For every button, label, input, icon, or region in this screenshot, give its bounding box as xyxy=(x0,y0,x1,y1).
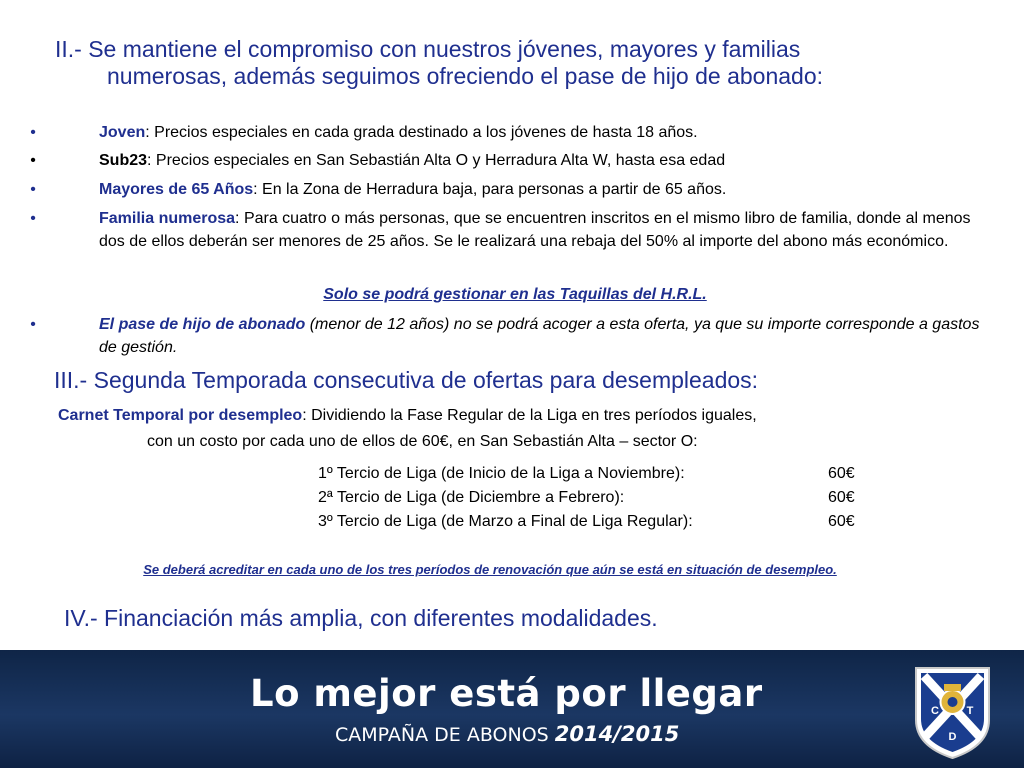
svg-text:T: T xyxy=(966,705,974,717)
bullet-label: Familia numerosa xyxy=(99,210,236,227)
tercio-price: 60€ xyxy=(828,465,855,482)
bullet-text: (menor de 12 años) no se podrá acoger a esta oferta, ya que su importe corresponde a gastos de gestión. xyxy=(99,316,980,356)
svg-text:D: D xyxy=(948,731,957,743)
tercios-list xyxy=(318,462,878,534)
campaign-banner xyxy=(0,650,1024,768)
bullet-dot: • xyxy=(30,124,36,141)
bullet-label: El pase de hijo de abonado xyxy=(99,316,306,333)
banner-season: 2014/2015 xyxy=(554,722,680,746)
section-iv-heading: IV.- Financiación más amplia, con diferentes modalidades. xyxy=(64,605,658,631)
carnet-text-line2: con un costo por cada uno de ellos de 60€, en San Sebastián Alta – sector O: xyxy=(147,433,698,450)
tercio-period: 3º Tercio de Liga (de Marzo a Final de Liga Regular): xyxy=(318,513,693,530)
bullet-text: : En la Zona de Herradura baja, para personas a partir de 65 años. xyxy=(253,181,727,198)
bullet-label: Sub23 xyxy=(99,152,148,169)
tercio-row xyxy=(318,462,878,486)
bullet-label: Joven xyxy=(99,124,146,141)
bullet-dot: • xyxy=(30,152,36,169)
carnet-text-line1: : Dividiendo la Fase Regular de la Liga en tres períodos iguales, xyxy=(302,407,757,424)
svg-text:C: C xyxy=(931,705,939,717)
tercio-period: 1º Tercio de Liga (de Inicio de la Liga a Noviembre): xyxy=(318,465,685,482)
desempleo-note: Se deberá acreditar en cada uno de los tres períodos de renovación que aún se está en situación de desempleo. xyxy=(143,562,837,577)
tercio-period: 2ª Tercio de Liga (de Diciembre a Febrero): xyxy=(318,489,625,506)
tercio-row xyxy=(318,486,878,510)
tercio-price: 60€ xyxy=(828,489,855,506)
bullet-text: : Precios especiales en cada grada destinado a los jóvenes de hasta 18 años. xyxy=(145,124,698,141)
bullet-text: : Precios especiales en San Sebastián Alta O y Herradura Alta W, hasta esa edad xyxy=(147,152,726,169)
banner-campaign-text: CAMPAÑA DE ABONOS xyxy=(335,724,549,746)
section-ii-heading-line2: numerosas, además seguimos ofreciendo el pase de hijo de abonado: xyxy=(107,63,824,89)
bullet-dot: • xyxy=(30,316,36,333)
taquillas-note: Solo se podrá gestionar en las Taquillas del H.R.L. xyxy=(323,286,707,303)
banner-campaign xyxy=(335,722,679,747)
bullet-dot: • xyxy=(30,210,36,227)
section-iii-heading: III.- Segunda Temporada consecutiva de ofertas para desempleados: xyxy=(54,367,759,393)
banner-tagline: Lo mejor está por llegar xyxy=(250,672,763,715)
bullet-text: : Para cuatro o más personas, que se encuentren inscritos en el mismo libro de familia, donde al menos dos de ellos deberán ser menores de 25 años. Se le realizará una rebaja del 50% al importe del abono más económico. xyxy=(99,210,971,250)
tercio-row xyxy=(318,510,878,534)
bullet-dot: • xyxy=(30,181,36,198)
section-ii-heading-line1: II.- Se mantiene el compromiso con nuestros jóvenes, mayores y familias xyxy=(55,36,801,62)
carnet-label: Carnet Temporal por desempleo xyxy=(58,407,303,424)
bullet-label: Mayores de 65 Años xyxy=(99,181,254,198)
club-crest-icon xyxy=(910,660,995,760)
carnet-temporal-block xyxy=(58,403,958,455)
tercio-price: 60€ xyxy=(828,513,855,530)
